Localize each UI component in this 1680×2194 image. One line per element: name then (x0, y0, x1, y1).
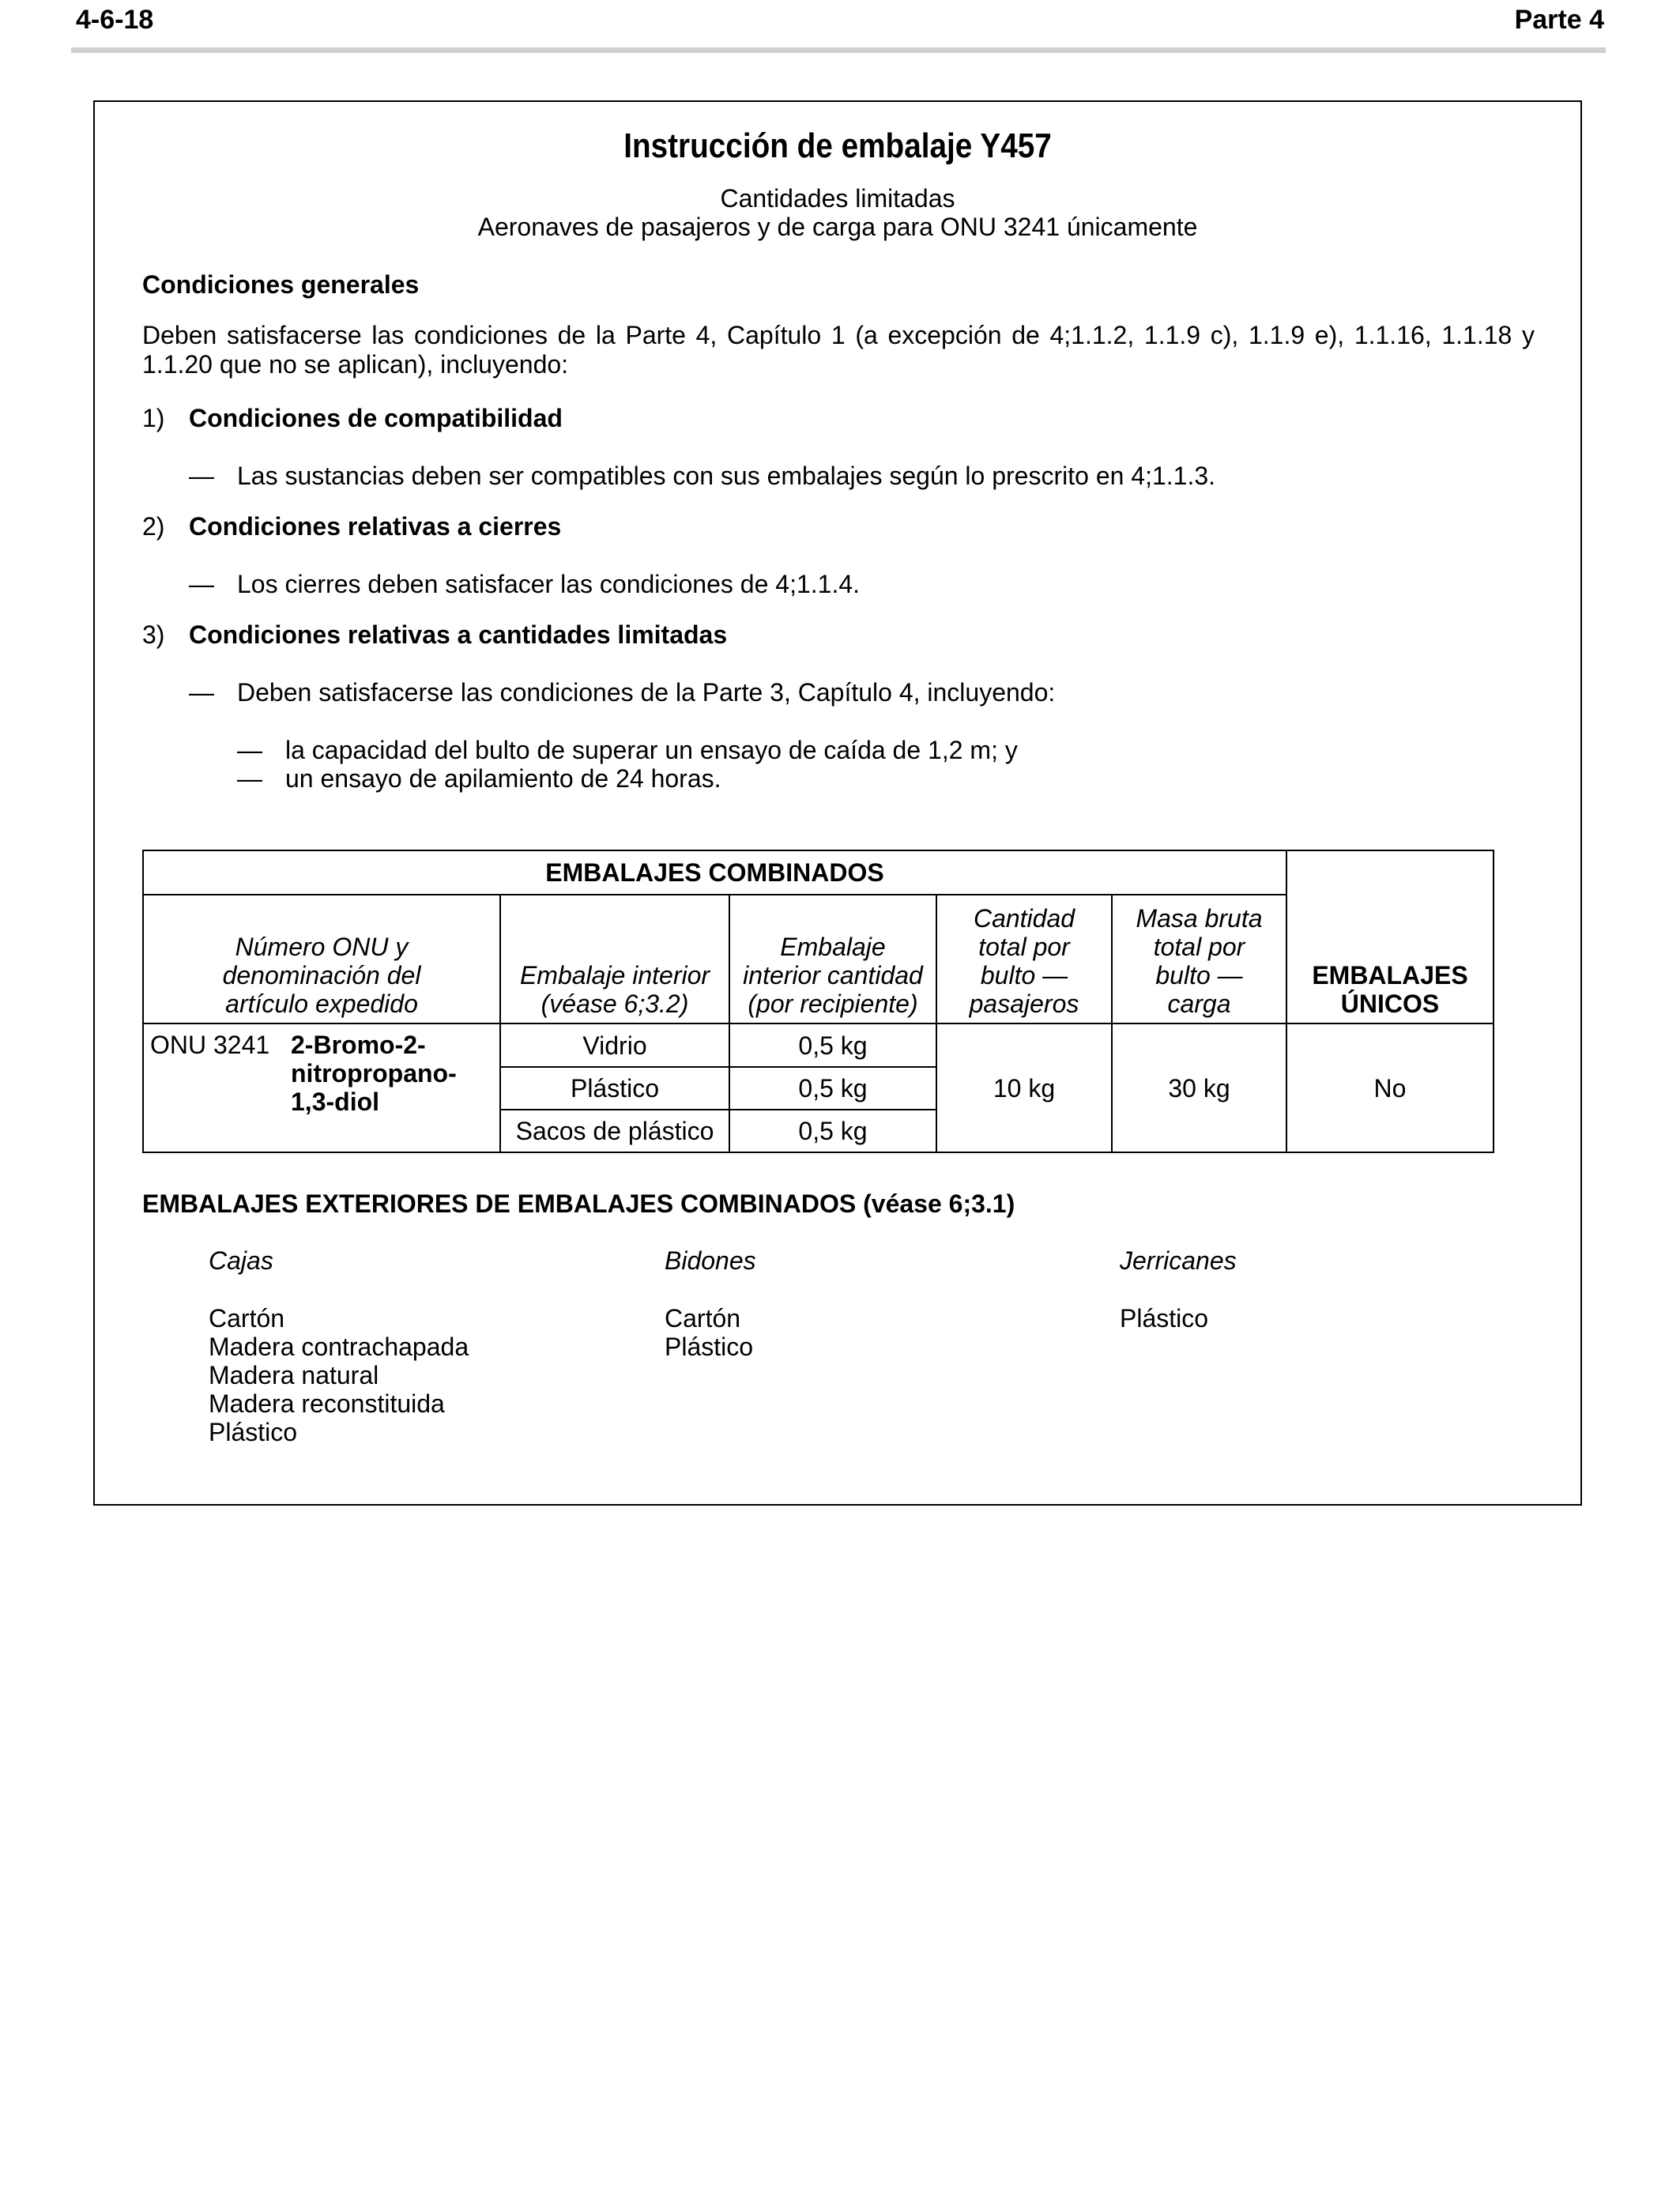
list-item: Plástico (665, 1333, 754, 1361)
page-title: Instrucción de embalaje Y457 (623, 126, 1052, 165)
list-item: Cartón (665, 1304, 741, 1333)
list-item: Madera reconstituida (209, 1389, 445, 1418)
un-number: ONU 3241 (150, 1031, 270, 1059)
list-item: Cartón (209, 1304, 285, 1333)
section-3-subitem-1: la capacidad del bulto de superar un ensayo de caída de 1,2 m; y (285, 736, 1018, 764)
list-item: Plástico (1120, 1304, 1209, 1333)
inner-packaging-type: Plástico (500, 1067, 729, 1110)
page-number: 4-6-18 (76, 5, 154, 35)
single-packagings-header: EMBALAJES ÚNICOS (1286, 850, 1494, 1023)
section-1-item: Las sustancias deben ser compatibles con sus embalajes según lo prescrito en 4;1.1.3. (237, 462, 1216, 490)
substance-name: 2-Bromo-2-nitropropano-1,3-diol (291, 1031, 457, 1116)
section-1-number: 1) (142, 404, 165, 432)
section-3-heading: Condiciones relativas a cantidades limitadas (189, 620, 728, 649)
inner-packaging-type: Sacos de plástico (500, 1110, 729, 1152)
table-row (143, 1023, 1494, 1067)
inner-packaging-qty: 0,5 kg (729, 1110, 936, 1152)
section-1-heading: Condiciones de compatibilidad (189, 404, 563, 432)
header-rule (71, 47, 1606, 53)
packaging-table (142, 850, 1494, 1153)
outer-col-boxes-title: Cajas (209, 1246, 273, 1275)
section-3-item: Deben satisfacerse las condiciones de la Parte 3, Capítulo 4, incluyendo: (237, 678, 1056, 707)
col-header-inner-quantity: Embalaje interior cantidad (por recipiente) (729, 895, 936, 1023)
col-header-un-number: Número ONU y denominación del artículo expedido (143, 895, 500, 1023)
section-3-subitem-1-dash: — (237, 736, 262, 764)
section-3-dash: — (189, 678, 214, 707)
col-header-inner-packaging: Embalaje interior (véase 6;3.2) (500, 895, 729, 1023)
list-item: Plástico (209, 1418, 298, 1446)
section-2-heading: Condiciones relativas a cierres (189, 512, 562, 541)
single-packagings-value: No (1286, 1023, 1494, 1152)
col-header-gross-cargo: Masa bruta total por bulto — carga (1112, 895, 1286, 1023)
inner-packaging-qty: 0,5 kg (729, 1023, 936, 1067)
general-conditions-text: Deben satisfacerse las condiciones de la Parte 4, Capítulo 1 (a excepción de 4;1.1.2, 1.1.9 c), 1.1.9 e), 1.1.16, 1.1.18 y 1.1.20 que no se aplican), incluyendo: (142, 321, 1535, 379)
section-3-subitem-2: un ensayo de apilamiento de 24 horas. (285, 764, 721, 793)
subtitle-aircraft: Aeronaves de pasajeros y de carga para ONU 3241 únicamente (477, 213, 1198, 241)
total-passenger-value: 10 kg (936, 1023, 1112, 1152)
outer-packagings-heading: EMBALAJES EXTERIORES DE EMBALAJES COMBINADOS (véase 6;3.1) (142, 1189, 1015, 1218)
product-cell (143, 1023, 500, 1152)
page-header (71, 0, 1604, 47)
section-2-item: Los cierres deben satisfacer las condiciones de 4;1.1.4. (237, 570, 861, 598)
section-3-number: 3) (142, 620, 165, 649)
section-2-number: 2) (142, 512, 165, 541)
outer-col-drums-title: Bidones (665, 1246, 756, 1275)
col-header-total-passenger: Cantidad total por bulto — pasajeros (936, 895, 1112, 1023)
combined-packagings-header: EMBALAJES COMBINADOS (143, 850, 1286, 895)
list-item: Madera contrachapada (209, 1333, 469, 1361)
general-conditions-heading: Condiciones generales (142, 270, 420, 299)
list-item: Madera natural (209, 1361, 379, 1389)
inner-packaging-qty: 0,5 kg (729, 1067, 936, 1110)
inner-packaging-type: Vidrio (500, 1023, 729, 1067)
outer-col-jerricans-title: Jerricanes (1120, 1246, 1237, 1275)
part-label: Parte 4 (1514, 5, 1604, 35)
total-cargo-value: 30 kg (1112, 1023, 1286, 1152)
section-2-dash: — (189, 570, 214, 598)
section-1-dash: — (189, 462, 214, 490)
subtitle-limited-quantities: Cantidades limitadas (720, 184, 955, 213)
instruction-frame (93, 100, 1582, 1506)
section-3-subitem-2-dash: — (237, 764, 262, 793)
